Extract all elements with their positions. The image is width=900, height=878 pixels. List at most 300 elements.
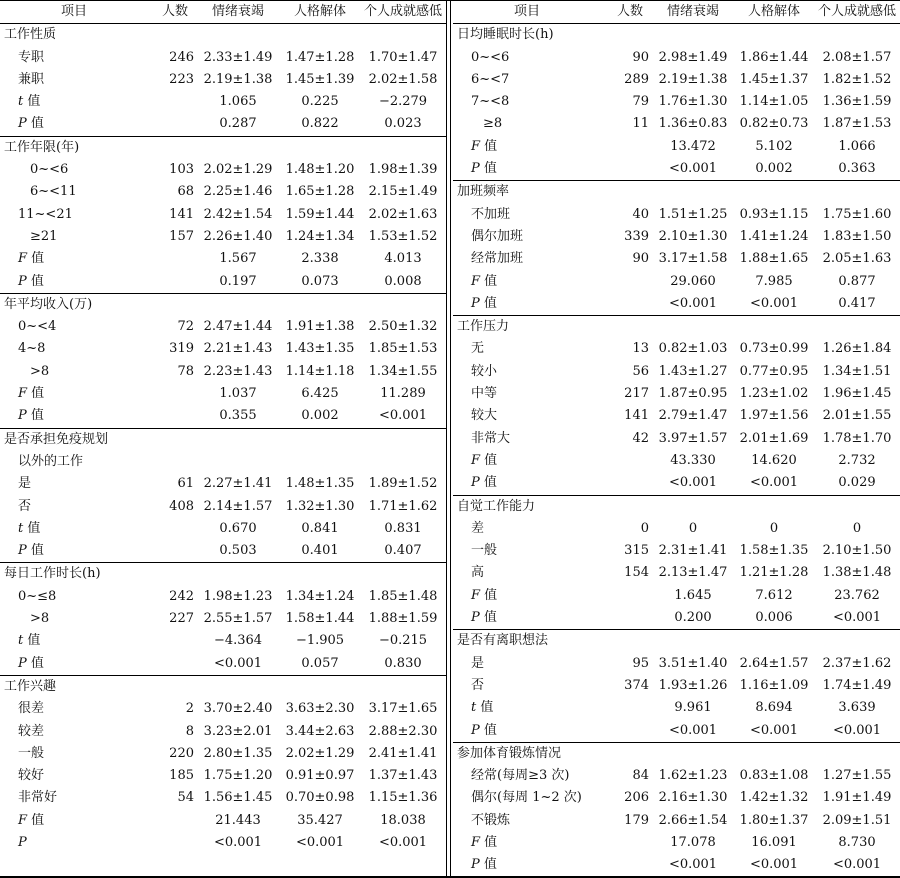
low-accomplishment-cell: 1.70±1.47 — [368, 49, 438, 65]
low-accomplishment-cell: 2.50±1.32 — [368, 319, 438, 335]
low-accomplishment-cell: 1.38±1.48 — [822, 565, 892, 581]
emotional-exhaustion-cell: 2.02±1.29 — [203, 162, 273, 178]
emotional-exhaustion-cell: 0.200 — [674, 610, 712, 626]
group-label: 参加体育锻炼情况 — [457, 745, 562, 761]
group-label: 每日工作时长(h) — [4, 566, 101, 582]
table-row — [0, 698, 446, 720]
table-row — [0, 608, 446, 630]
count-cell: 2 — [185, 701, 194, 717]
group-row — [0, 136, 446, 159]
depersonalization-cell: 1.34±1.24 — [285, 588, 355, 604]
stat-label — [471, 136, 497, 158]
row-label: 7~<8 — [471, 94, 510, 110]
count-cell: 72 — [177, 319, 194, 335]
stat-label-text: 值 — [26, 655, 44, 671]
group-label: 工作年限(年) — [4, 139, 80, 155]
group-row — [453, 629, 900, 652]
emotional-exhaustion-cell: 2.23±1.43 — [203, 363, 273, 379]
row-label: 非常好 — [18, 790, 58, 806]
depersonalization-cell: 1.14±1.18 — [285, 363, 355, 379]
count-cell: 217 — [624, 386, 649, 402]
header-item: 项目 — [60, 4, 87, 19]
row-label: 不锻炼 — [471, 812, 511, 828]
column-divider — [446, 1, 451, 877]
stat-row — [453, 720, 900, 742]
stat-label-text: 值 — [26, 273, 44, 289]
count-cell: 289 — [624, 71, 649, 87]
low-accomplishment-cell: 1.27±1.55 — [822, 768, 892, 784]
table-row — [453, 653, 900, 675]
low-accomplishment-cell: 23.762 — [834, 587, 880, 603]
count-cell: 8 — [185, 723, 194, 739]
emotional-exhaustion-cell: 1.645 — [674, 587, 712, 603]
table-row — [453, 765, 900, 787]
count-cell: 78 — [177, 363, 194, 379]
emotional-exhaustion-cell: 43.330 — [670, 452, 716, 468]
row-label: 较大 — [471, 408, 498, 424]
emotional-exhaustion-cell: 1.76±1.30 — [658, 94, 728, 110]
emotional-exhaustion-cell: 2.26±1.40 — [203, 228, 273, 244]
low-accomplishment-cell: 2.37±1.62 — [822, 655, 892, 671]
emotional-exhaustion-cell: 1.567 — [219, 251, 257, 267]
row-label: 否 — [18, 498, 32, 514]
stat-label-text: 值 — [23, 94, 41, 110]
depersonalization-cell: 0.77±0.95 — [739, 363, 809, 379]
count-cell: 95 — [632, 655, 649, 671]
low-accomplishment-cell: 1.066 — [838, 138, 876, 154]
stat-label — [471, 450, 497, 472]
stat-label — [471, 720, 497, 742]
count-cell: 79 — [632, 94, 649, 110]
stat-row — [453, 832, 900, 854]
table-row — [0, 765, 446, 787]
stat-label — [471, 854, 497, 876]
stat-symbol: P — [471, 161, 480, 177]
low-accomplishment-cell: −2.279 — [378, 94, 428, 110]
stat-row — [0, 383, 446, 405]
stat-row — [0, 810, 446, 832]
stat-label-text: 值 — [480, 587, 498, 603]
depersonalization-cell: 1.14±1.05 — [739, 94, 809, 110]
group-row — [453, 495, 900, 518]
emotional-exhaustion-cell: 2.27±1.41 — [203, 476, 273, 492]
low-accomplishment-cell: 1.87±1.53 — [822, 116, 892, 132]
table-row — [453, 338, 900, 360]
low-accomplishment-cell: 1.91±1.49 — [822, 790, 892, 806]
count-cell: 11 — [632, 116, 649, 132]
stat-symbol: F — [471, 138, 481, 154]
count-cell: 242 — [169, 588, 194, 604]
emotional-exhaustion-cell: 29.060 — [670, 273, 716, 289]
group-label: 是否有离职想法 — [457, 633, 549, 649]
low-accomplishment-cell: 0.831 — [384, 520, 422, 536]
low-accomplishment-cell: <0.001 — [832, 722, 882, 738]
stat-symbol: P — [18, 116, 27, 132]
count-cell: 246 — [169, 49, 194, 65]
emotional-exhaustion-cell: 2.19±1.38 — [203, 71, 273, 87]
emotional-exhaustion-cell: 13.472 — [670, 138, 716, 154]
table-right-body — [453, 24, 900, 876]
stat-label-text: 值 — [479, 857, 497, 873]
emotional-exhaustion-cell: 2.31±1.41 — [658, 543, 728, 559]
depersonalization-cell: 1.48±1.20 — [285, 162, 355, 178]
table-header — [0, 1, 446, 24]
low-accomplishment-cell: 0.029 — [838, 475, 876, 491]
count-cell: 61 — [177, 476, 194, 492]
stat-symbol: P — [471, 722, 480, 738]
emotional-exhaustion-cell: 0.287 — [219, 116, 257, 132]
low-accomplishment-cell: 0.877 — [838, 273, 876, 289]
depersonalization-cell: 1.58±1.35 — [739, 543, 809, 559]
row-label: 偶尔(每周 1~2 次) — [471, 790, 582, 806]
emotional-exhaustion-cell: <0.001 — [213, 834, 263, 850]
stat-row — [453, 585, 900, 607]
stat-label-text: 值 — [479, 475, 497, 491]
stat-label-text: 值 — [27, 812, 45, 828]
emotional-exhaustion-cell: 2.10±1.30 — [658, 228, 728, 244]
stat-label-text: 值 — [479, 610, 497, 626]
low-accomplishment-cell: 2.10±1.50 — [822, 543, 892, 559]
depersonalization-cell: 1.45±1.39 — [285, 71, 355, 87]
row-label: 0~<6 — [30, 162, 69, 178]
table-row — [453, 562, 900, 584]
low-accomplishment-cell: 0.407 — [384, 543, 422, 559]
low-accomplishment-cell: <0.001 — [378, 408, 428, 424]
low-accomplishment-cell: 0.008 — [384, 273, 422, 289]
depersonalization-cell: 2.02±1.29 — [285, 745, 355, 761]
depersonalization-cell: 0.225 — [301, 94, 339, 110]
emotional-exhaustion-cell: 2.13±1.47 — [658, 565, 728, 581]
emotional-exhaustion-cell: 1.36±0.83 — [658, 116, 728, 132]
stat-symbol: P — [471, 857, 480, 873]
stat-symbol: t — [471, 700, 477, 716]
group-row — [453, 742, 900, 765]
table-row — [453, 675, 900, 697]
table-row — [453, 113, 900, 135]
row-label: >8 — [30, 611, 50, 627]
count-cell: 141 — [624, 408, 649, 424]
low-accomplishment-cell: 1.34±1.51 — [822, 363, 892, 379]
low-accomplishment-cell: 0.023 — [384, 116, 422, 132]
emotional-exhaustion-cell: <0.001 — [668, 857, 718, 873]
table-row — [0, 586, 446, 608]
stat-row — [0, 653, 446, 675]
table-row — [453, 405, 900, 427]
count-cell: 408 — [169, 498, 194, 514]
emotional-exhaustion-cell: 1.065 — [219, 94, 257, 110]
emotional-exhaustion-cell: 2.42±1.54 — [203, 206, 273, 222]
low-accomplishment-cell: 1.85±1.53 — [368, 341, 438, 357]
stat-symbol: t — [18, 94, 24, 110]
group-label: 工作性质 — [4, 27, 57, 43]
table-row — [0, 316, 446, 338]
low-accomplishment-cell: 2.05±1.63 — [822, 251, 892, 267]
row-label: 专职 — [18, 49, 45, 65]
depersonalization-cell: 1.97±1.56 — [739, 408, 809, 424]
low-accomplishment-cell: 1.89±1.52 — [368, 476, 438, 492]
stat-label-text: 值 — [27, 251, 45, 267]
count-cell: 103 — [169, 162, 194, 178]
depersonalization-cell: 0.70±0.98 — [285, 790, 355, 806]
group-label: 自觉工作能力 — [457, 498, 536, 514]
table-row — [0, 473, 446, 495]
group-row — [0, 451, 446, 473]
count-cell: 185 — [169, 768, 194, 784]
row-label: 4~8 — [18, 341, 46, 357]
low-accomplishment-cell: 2.41±1.41 — [368, 745, 438, 761]
row-label: 中等 — [471, 386, 498, 402]
depersonalization-cell: 1.86±1.44 — [739, 49, 809, 65]
stat-row — [0, 540, 446, 562]
header-low-accomplishment: 个人成就感低 — [363, 4, 442, 19]
stat-row — [0, 113, 446, 135]
depersonalization-cell: 1.45±1.37 — [739, 71, 809, 87]
low-accomplishment-cell: 1.37±1.43 — [368, 768, 438, 784]
stat-label — [18, 113, 44, 135]
stat-row — [453, 450, 900, 472]
stat-symbol: P — [18, 408, 27, 424]
stat-label-text: 值 — [480, 452, 498, 468]
table-row — [0, 338, 446, 360]
header-emotional-exhaustion: 情绪衰竭 — [211, 4, 264, 19]
low-accomplishment-cell: 4.013 — [384, 251, 422, 267]
table-row — [453, 361, 900, 383]
stat-symbol: P — [471, 610, 480, 626]
emotional-exhaustion-cell: <0.001 — [668, 295, 718, 311]
header-count: 人数 — [161, 4, 188, 19]
depersonalization-cell: 1.88±1.65 — [739, 251, 809, 267]
group-label: 工作压力 — [457, 319, 510, 335]
stat-label — [18, 271, 44, 293]
depersonalization-cell: 6.425 — [301, 386, 339, 402]
depersonalization-cell: 2.01±1.69 — [739, 430, 809, 446]
table-row — [453, 428, 900, 450]
depersonalization-cell: 1.32±1.30 — [285, 498, 355, 514]
depersonalization-cell: 1.21±1.28 — [739, 565, 809, 581]
table-row — [453, 518, 900, 540]
emotional-exhaustion-cell: <0.001 — [213, 655, 263, 671]
stat-label-text: 值 — [480, 138, 498, 154]
stat-label — [18, 405, 44, 427]
low-accomplishment-cell: 0 — [852, 520, 862, 536]
row-label: 是 — [18, 476, 32, 492]
depersonalization-cell: 1.48±1.35 — [285, 476, 355, 492]
table-row — [453, 787, 900, 809]
depersonalization-cell: 0.93±1.15 — [739, 206, 809, 222]
stat-label-text: 值 — [480, 834, 498, 850]
depersonalization-cell: 2.338 — [301, 251, 339, 267]
low-accomplishment-cell: 1.36±1.59 — [822, 94, 892, 110]
stat-label — [471, 585, 497, 607]
table-row — [0, 69, 446, 91]
stat-row — [453, 293, 900, 315]
header-emotional-exhaustion: 情绪衰竭 — [666, 4, 719, 19]
emotional-exhaustion-cell: <0.001 — [668, 475, 718, 491]
low-accomplishment-cell: 2.08±1.57 — [822, 49, 892, 65]
header-depersonalization: 人格解体 — [747, 4, 800, 19]
emotional-exhaustion-cell: 2.14±1.57 — [203, 498, 273, 514]
stat-label — [471, 271, 497, 293]
stat-label — [471, 832, 497, 854]
row-label: 是 — [471, 655, 485, 671]
table-row — [0, 787, 446, 809]
row-label: 0~<6 — [471, 49, 510, 65]
emotional-exhaustion-cell: 0.197 — [219, 273, 257, 289]
header-item: 项目 — [513, 4, 540, 19]
emotional-exhaustion-cell: 2.55±1.57 — [203, 611, 273, 627]
depersonalization-cell: <0.001 — [749, 295, 799, 311]
low-accomplishment-cell: 2.09±1.51 — [822, 812, 892, 828]
emotional-exhaustion-cell: <0.001 — [668, 161, 718, 177]
emotional-exhaustion-cell: 2.47±1.44 — [203, 319, 273, 335]
row-label: 高 — [471, 565, 485, 581]
row-label: 非常大 — [471, 430, 511, 446]
row-label: 6~<11 — [30, 184, 77, 200]
count-cell: 0 — [640, 520, 649, 536]
stat-symbol: t — [18, 633, 24, 649]
count-cell: 223 — [169, 71, 194, 87]
stat-symbol: F — [471, 273, 481, 289]
stat-label — [18, 630, 40, 652]
depersonalization-cell: 0.002 — [755, 161, 793, 177]
emotional-exhaustion-cell: 0 — [688, 520, 698, 536]
count-cell: 42 — [632, 430, 649, 446]
depersonalization-cell: 0.002 — [301, 408, 339, 424]
depersonalization-cell: 0.82±0.73 — [739, 116, 809, 132]
low-accomplishment-cell: 1.83±1.50 — [822, 228, 892, 244]
low-accomplishment-cell: <0.001 — [832, 857, 882, 873]
count-cell: 374 — [624, 677, 649, 693]
count-cell: 54 — [177, 790, 194, 806]
depersonalization-cell: 3.44±2.63 — [285, 723, 355, 739]
depersonalization-cell: 0.822 — [301, 116, 339, 132]
stat-label-text: 值 — [480, 273, 498, 289]
table-row — [0, 47, 446, 69]
stat-row — [0, 630, 446, 652]
depersonalization-cell: 0.841 — [301, 520, 339, 536]
depersonalization-cell: 0.83±1.08 — [739, 768, 809, 784]
group-row — [0, 562, 446, 585]
stat-row — [453, 697, 900, 719]
depersonalization-cell: 1.80±1.37 — [739, 812, 809, 828]
low-accomplishment-cell: 1.88±1.59 — [368, 611, 438, 627]
stat-row — [453, 158, 900, 180]
row-label: ≥8 — [483, 116, 503, 132]
low-accomplishment-cell: 0.363 — [838, 161, 876, 177]
row-label: 无 — [471, 341, 485, 357]
low-accomplishment-cell: 2.02±1.63 — [368, 206, 438, 222]
table-left-half — [0, 1, 446, 877]
depersonalization-cell: 0.91±0.97 — [285, 768, 355, 784]
depersonalization-cell: 7.985 — [755, 273, 793, 289]
stat-symbol: P — [471, 295, 480, 311]
table-row — [453, 540, 900, 562]
emotional-exhaustion-cell: 1.037 — [219, 386, 257, 402]
stat-symbol: P — [18, 273, 27, 289]
emotional-exhaustion-cell: 1.51±1.25 — [658, 206, 728, 222]
depersonalization-cell: 16.091 — [751, 834, 797, 850]
low-accomplishment-cell: 1.71±1.62 — [368, 498, 438, 514]
stat-symbol: F — [18, 251, 28, 267]
table-row — [0, 181, 446, 203]
group-label: 工作兴趣 — [4, 678, 57, 694]
row-label: >8 — [30, 363, 50, 379]
table-row — [0, 361, 446, 383]
emotional-exhaustion-cell: 1.43±1.27 — [658, 363, 728, 379]
count-cell: 13 — [632, 341, 649, 357]
group-row — [0, 24, 446, 46]
count-cell: 206 — [624, 790, 649, 806]
table-row — [453, 226, 900, 248]
count-cell: 90 — [632, 251, 649, 267]
depersonalization-cell: 1.16±1.09 — [739, 677, 809, 693]
stat-row — [453, 854, 900, 876]
stat-label-text: 值 — [23, 633, 41, 649]
stat-label — [18, 540, 44, 562]
count-cell: 179 — [624, 812, 649, 828]
depersonalization-cell: <0.001 — [749, 857, 799, 873]
emotional-exhaustion-cell: 3.51±1.40 — [658, 655, 728, 671]
low-accomplishment-cell: 1.74±1.49 — [822, 677, 892, 693]
depersonalization-cell: 0.401 — [301, 543, 339, 559]
count-cell: 339 — [624, 228, 649, 244]
row-label: 很差 — [18, 701, 45, 717]
row-label: 经常加班 — [471, 251, 524, 267]
count-cell: 220 — [169, 745, 194, 761]
stat-label — [471, 293, 497, 315]
row-label: 经常(每周≥3 次) — [471, 768, 570, 784]
stat-row — [0, 91, 446, 113]
group-row — [0, 293, 446, 316]
depersonalization-cell: 1.65±1.28 — [285, 184, 355, 200]
emotional-exhaustion-cell: 2.80±1.35 — [203, 745, 273, 761]
depersonalization-cell: 1.24±1.34 — [285, 228, 355, 244]
low-accomplishment-cell: 1.75±1.60 — [822, 206, 892, 222]
table-row — [0, 496, 446, 518]
low-accomplishment-cell: 1.98±1.39 — [368, 162, 438, 178]
low-accomplishment-cell: <0.001 — [832, 610, 882, 626]
table-right-half — [453, 1, 900, 877]
table-row — [453, 69, 900, 91]
depersonalization-cell: 1.41±1.24 — [739, 228, 809, 244]
stat-symbol: P — [18, 655, 27, 671]
stat-label — [18, 383, 44, 405]
emotional-exhaustion-cell: 1.75±1.20 — [203, 768, 273, 784]
emotional-exhaustion-cell: 2.19±1.38 — [658, 71, 728, 87]
depersonalization-cell: <0.001 — [749, 722, 799, 738]
stat-label — [18, 518, 40, 540]
table-row — [0, 204, 446, 226]
count-cell: 68 — [177, 184, 194, 200]
row-label: ≥21 — [30, 228, 58, 244]
low-accomplishment-cell: 2.01±1.55 — [822, 408, 892, 424]
count-cell: 315 — [624, 543, 649, 559]
low-accomplishment-cell: 1.53±1.52 — [368, 228, 438, 244]
row-label: 6~<7 — [471, 71, 510, 87]
stat-label — [18, 832, 27, 854]
emotional-exhaustion-cell: 3.70±2.40 — [203, 701, 273, 717]
emotional-exhaustion-cell: 0.355 — [219, 408, 257, 424]
emotional-exhaustion-cell: 3.97±1.57 — [658, 430, 728, 446]
stat-label — [18, 248, 44, 270]
table-row — [453, 383, 900, 405]
emotional-exhaustion-cell: 2.79±1.47 — [658, 408, 728, 424]
table-row — [453, 248, 900, 270]
row-label: 较小 — [471, 363, 498, 379]
stat-symbol: P — [18, 834, 27, 850]
count-cell: 141 — [169, 206, 194, 222]
stat-symbol: P — [18, 543, 27, 559]
